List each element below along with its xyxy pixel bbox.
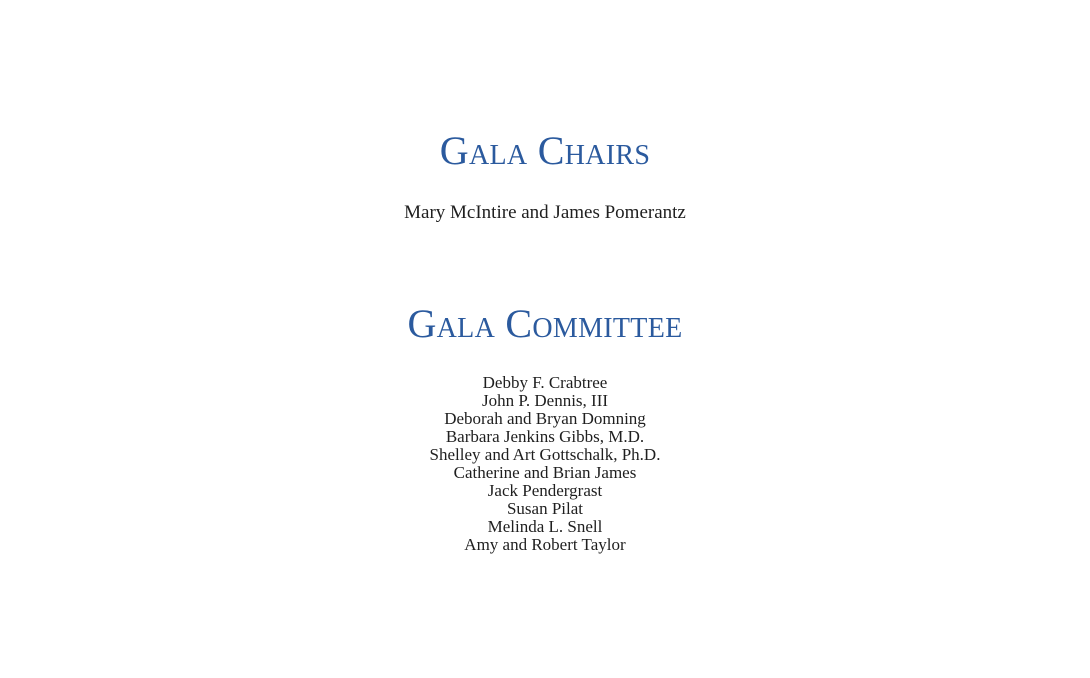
committee-member: Barbara Jenkins Gibbs, M.D.: [445, 427, 645, 446]
committee-member: Deborah and Bryan Domning: [444, 409, 646, 428]
committee-member: John P. Dennis, III: [481, 391, 609, 410]
gala-committee-list: [0, 374, 1090, 554]
gala-chairs-names: Mary McIntire and James Pomerantz: [404, 202, 686, 223]
committee-member: Debby F. Crabtree: [482, 373, 608, 392]
committee-member: Melinda L. Snell: [487, 517, 603, 536]
gala-chairs-heading: Gala Chairs: [439, 128, 651, 173]
committee-member: Catherine and Brian James: [453, 463, 637, 482]
committee-member: Shelley and Art Gottschalk, Ph.D.: [429, 445, 661, 464]
committee-member: Jack Pendergrast: [487, 481, 603, 500]
committee-member: Susan Pilat: [506, 499, 584, 518]
gala-committee-heading: Gala Committee: [407, 301, 683, 346]
committee-member: Amy and Robert Taylor: [464, 535, 626, 554]
